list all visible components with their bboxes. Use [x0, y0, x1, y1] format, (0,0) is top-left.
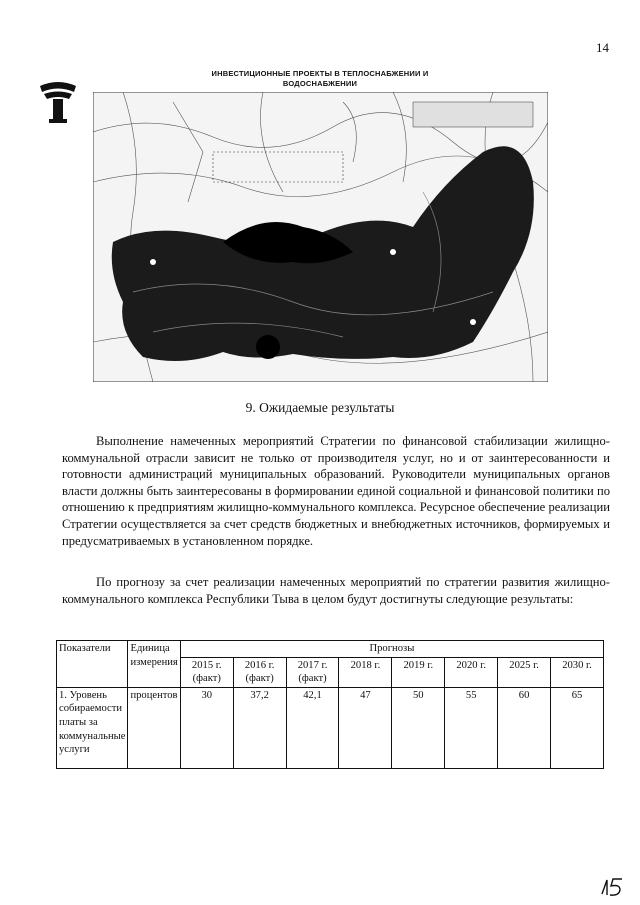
header-unit: Единица измерения [128, 641, 180, 688]
year-label: 2016 г. [244, 659, 275, 671]
map-title-line-2: ВОДОСНАБЖЕНИИ [282, 79, 358, 88]
year-header-5 [445, 657, 498, 687]
header-forecasts: Прогнозы [180, 641, 603, 658]
year-header-2 [286, 657, 339, 687]
year-label: 2025 г. [509, 659, 539, 671]
row-value: 47 [339, 687, 392, 768]
year-note: (факт) [298, 673, 327, 685]
year-header-7 [551, 657, 604, 687]
page-number: 14 [596, 40, 609, 55]
year-note: (факт) [192, 673, 221, 685]
map-title-line-1: ИНВЕСТИЦИОННЫЕ ПРОЕКТЫ В ТЕПЛОСНАБЖЕНИИ И [211, 69, 429, 78]
investment-projects-map [93, 92, 548, 382]
year-label: 2015 г. [191, 659, 222, 671]
year-label: 2030 г. [562, 659, 592, 671]
row-value: 60 [498, 687, 551, 768]
ministry-logo-icon [38, 80, 78, 124]
row-value: 55 [445, 687, 498, 768]
row-unit: процентов [128, 687, 180, 768]
year-header-3 [339, 657, 392, 687]
table-row [57, 687, 604, 768]
year-label: 2019 г. [403, 659, 434, 671]
row-value: 37,2 [233, 687, 286, 768]
row-indicator: 1. Уровень собираемости платы за коммунальные услуги [57, 687, 128, 768]
handwritten-page-mark [598, 876, 628, 898]
year-header-0 [180, 657, 233, 687]
forecast-table [56, 640, 604, 769]
paragraph-1: Выполнение намеченных мероприятий Стратегии по финансовой стабилизации жилищно-коммунальной отрасли зависит не только от производителя услуг, но и от заинтересованности и готовности администраций муниципальных образований. Руководители муниципальных органов власти должны быть заинтересованы в формировании единой социальной и финансовой политики по отношению к предприятиям жилищно-коммунального комплекса. Ресурсное обеспечение реализации Стратегии осуществляется за счет средств бюджетных и внебюджетных источников, формируемых и предусматриваемых в установленном порядке. [62, 434, 610, 548]
row-value: 50 [392, 687, 445, 768]
year-note: (факт) [245, 673, 274, 685]
year-header-6 [498, 657, 551, 687]
year-header-4 [392, 657, 445, 687]
row-value: 42,1 [286, 687, 339, 768]
row-value: 65 [551, 687, 604, 768]
section-title: 9. Ожидаемые результаты [245, 400, 395, 415]
year-label: 2017 г. [297, 659, 328, 671]
header-indicator: Показатели [57, 641, 128, 688]
paragraph-2: По прогнозу за счет реализации намеченных мероприятий по стратегии развития жилищно-коммунального комплекса Республики Тыва в целом будут достигнуты следующие результаты: [62, 575, 610, 606]
year-header-1 [233, 657, 286, 687]
row-value: 30 [180, 687, 233, 768]
header-row [57, 641, 604, 658]
year-label: 2018 г. [350, 659, 381, 671]
year-label: 2020 г. [456, 659, 487, 671]
map-title [200, 69, 440, 89]
